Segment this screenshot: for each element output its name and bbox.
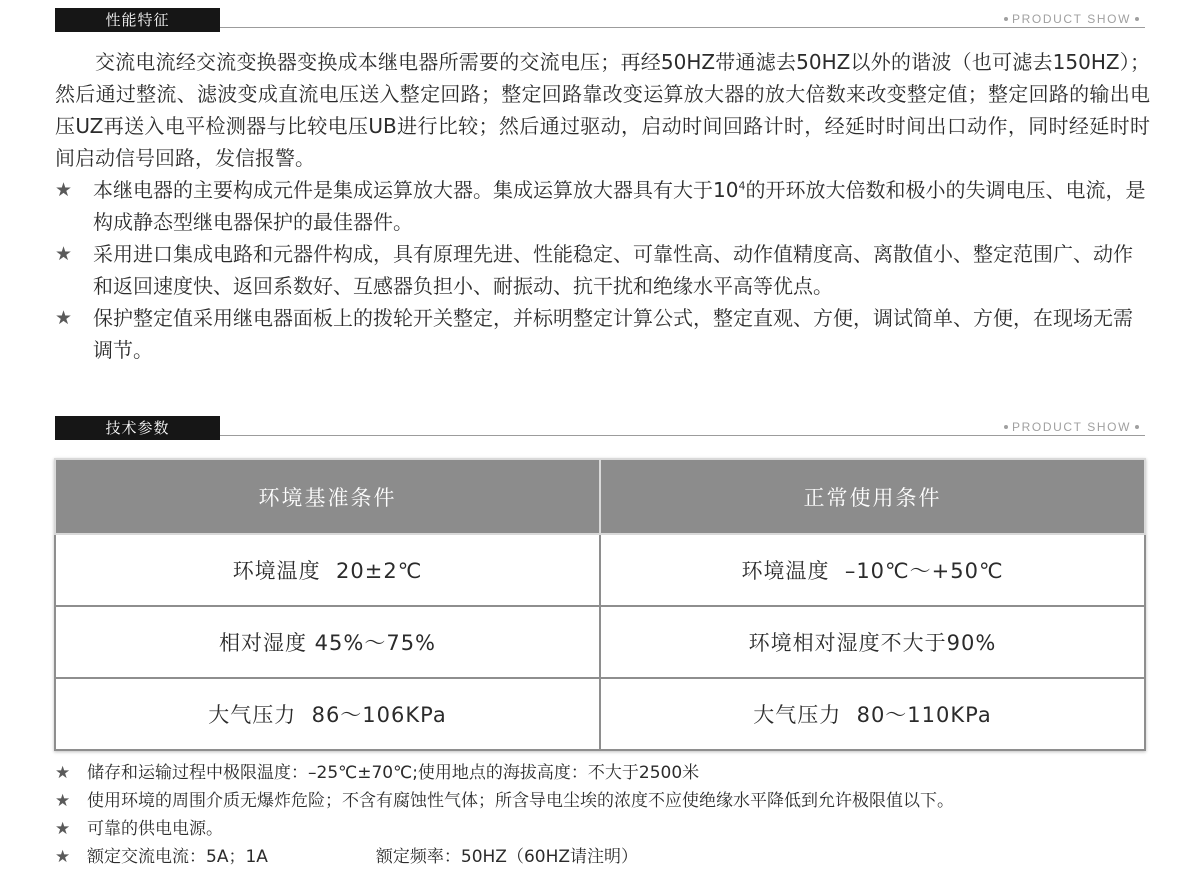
table-row <box>55 606 1145 678</box>
table-cell: 相对湿度 45%～75% <box>55 606 600 678</box>
note-text: 储存和运输过程中极限温度：–25℃±70℃;使用地点的海拔高度：不大于2500米 <box>87 763 700 783</box>
note-rated-current: 额定交流电流：5A；1A <box>87 847 268 867</box>
product-show-text: PRODUCT SHOW <box>1012 12 1131 26</box>
star-icon: ★ <box>55 179 73 201</box>
header-divider <box>220 27 1145 28</box>
table-row <box>55 678 1145 750</box>
feature-item-3-text: 保护整定值采用继电器面板上的拨轮开关整定，并标明整定计算公式，整定直观、方便，调试简单、方便，在现场无需调节。 <box>93 306 1133 362</box>
table-cell: 环境温度 –10℃～+50℃ <box>600 534 1145 606</box>
note-text: 可靠的供电电源。 <box>87 819 223 839</box>
note-item <box>55 843 1155 871</box>
section-title: 性能特征 <box>55 8 220 32</box>
intro-paragraph: 交流电流经交流变换器变换成本继电器所需要的交流电压；再经50HZ带通滤去50HZ以外的谐波（也可滤去150HZ）；然后通过整流、滤波变成直流电压送入整定回路；整定回路靠改变运算放大器的放大倍数来改变整定值；整定回路的输出电压UZ再送入电平检测器与比较电压UB进行比较；然后通过驱动，启动时间回路计时，经延时时间出口动作，同时经延时时间启动信号回路，发信报警。 <box>55 50 1150 170</box>
feature-item-1-text-post: 的开环放大倍数和极小的失调电压、电流，是构成静态型继电器保护的最佳器件。 <box>93 178 1146 234</box>
dot-icon <box>1135 17 1139 21</box>
note-item <box>55 815 1155 843</box>
header-divider <box>220 435 1145 436</box>
product-show-label <box>994 420 1145 434</box>
table-cell: 环境相对湿度不大于90% <box>600 606 1145 678</box>
dot-icon <box>1135 425 1139 429</box>
table-header-row <box>55 459 1145 534</box>
star-icon: ★ <box>55 791 71 811</box>
feature-item-1 <box>55 174 1150 238</box>
table-cell: 大气压力 80～110KPa <box>600 678 1145 750</box>
table-cell: 环境温度 20±2℃ <box>55 534 600 606</box>
table-cell: 大气压力 86～106KPa <box>55 678 600 750</box>
star-icon: ★ <box>55 243 73 265</box>
product-show-label <box>994 12 1145 26</box>
feature-item-2-text: 采用进口集成电路和元器件构成，具有原理先进、性能稳定、可靠性高、动作值精度高、离散值小、整定范围广、动作和返回速度快、返回系数好、互感器负担小、耐振动、抗干扰和绝缘水平高等优点。 <box>93 242 1133 298</box>
spec-table <box>54 458 1146 751</box>
section-header-specs <box>55 416 1145 440</box>
dot-icon <box>1004 17 1008 21</box>
feature-item-2 <box>55 238 1150 302</box>
superscript-exponent: 4 <box>738 179 746 193</box>
header-normal-conditions: 正常使用条件 <box>600 459 1145 534</box>
header-reference-conditions: 环境基准条件 <box>55 459 600 534</box>
star-icon: ★ <box>55 847 71 867</box>
feature-item-1-text-pre: 本继电器的主要构成元件是集成运算放大器。集成运算放大器具有大于10 <box>93 178 739 202</box>
note-item <box>55 787 1155 815</box>
star-icon: ★ <box>55 819 71 839</box>
star-icon: ★ <box>55 307 73 329</box>
note-rated-frequency: 额定频率：50HZ（60HZ请注明） <box>375 847 639 867</box>
features-body <box>55 46 1150 366</box>
spec-notes <box>55 759 1155 871</box>
star-icon: ★ <box>55 763 71 783</box>
note-item <box>55 759 1155 787</box>
section-header-features <box>55 8 1145 32</box>
feature-item-3 <box>55 302 1150 366</box>
table-row <box>55 534 1145 606</box>
section-title: 技术参数 <box>55 416 220 440</box>
note-text: 使用环境的周围介质无爆炸危险；不含有腐蚀性气体；所含导电尘埃的浓度不应使绝缘水平降低到允许极限值以下。 <box>87 791 954 811</box>
product-show-text: PRODUCT SHOW <box>1012 420 1131 434</box>
dot-icon <box>1004 425 1008 429</box>
